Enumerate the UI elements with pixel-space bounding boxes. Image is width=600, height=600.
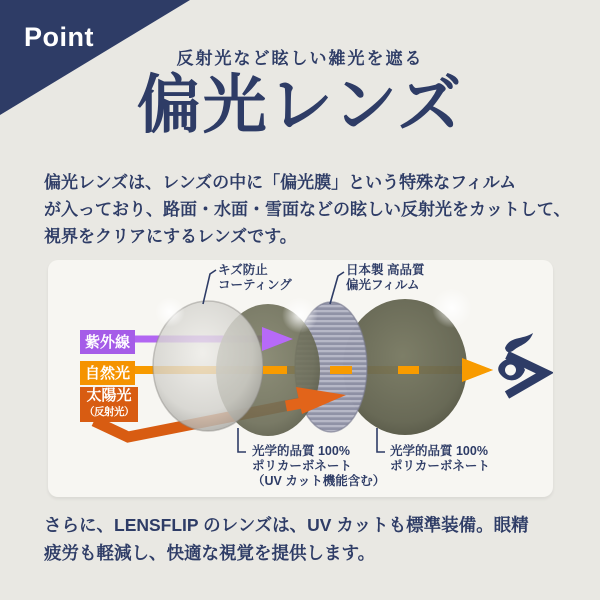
uv-beam-label: 紫外線: [80, 330, 135, 354]
annotation-line: コーティング: [218, 278, 292, 292]
sunlight-label-line2: （反射光）: [84, 406, 134, 418]
footer-line: 疲労も軽減し、快適な視覚を提供します。: [44, 543, 376, 563]
footer-line: さらに、LENSFLIP のレンズは、UV カットも標準装備。眼精: [44, 515, 529, 535]
natural-light-label: 自然光: [80, 361, 135, 385]
intro-line: 視界をクリアにするレンズです。: [44, 227, 297, 246]
annotation-line: ポリカーボネート: [390, 459, 490, 473]
subtitle: 反射光など眩しい雑光を遮る: [176, 49, 424, 68]
coating-connector-line: [203, 270, 216, 304]
annotation-line: （UV カット機能含む）: [252, 474, 386, 488]
page-title: 偏光レンズ: [136, 69, 464, 141]
film-connector-line: [330, 272, 344, 304]
poly-uv-connector-line: [238, 428, 246, 452]
intro-line: 偏光レンズは、レンズの中に「偏光膜」という特殊なフィルム: [44, 173, 517, 192]
lens-glare: [155, 297, 185, 327]
polycarbonate-annotation: [390, 444, 490, 474]
annotation-line: キズ防止: [218, 263, 268, 277]
sunlight-label-line1: 太陽光: [86, 387, 132, 404]
lens-diagram-panel: [48, 260, 553, 497]
polycarbonate-uv-annotation: [252, 444, 385, 489]
footer-paragraph: [44, 511, 529, 567]
intro-paragraph: [44, 169, 571, 250]
eye-icon: [498, 333, 545, 395]
intro-line: が入っており、路面・水面・雪面などの眩しい反射光をカットして、: [44, 200, 571, 219]
annotation-line: 日本製 高品質: [346, 263, 425, 277]
annotation-line: 光学的品質 100%: [252, 444, 350, 458]
lens-glare: [282, 297, 318, 333]
point-badge-label: Point: [24, 22, 94, 52]
annotation-line: 光学的品質 100%: [390, 444, 488, 458]
coating-annotation: [218, 263, 292, 293]
sunlight-label: [80, 387, 138, 422]
lens-glare: [432, 288, 472, 328]
annotation-line: 偏光フィルム: [346, 278, 420, 292]
annotation-line: ポリカーボネート: [252, 459, 352, 473]
film-annotation: [346, 263, 424, 293]
